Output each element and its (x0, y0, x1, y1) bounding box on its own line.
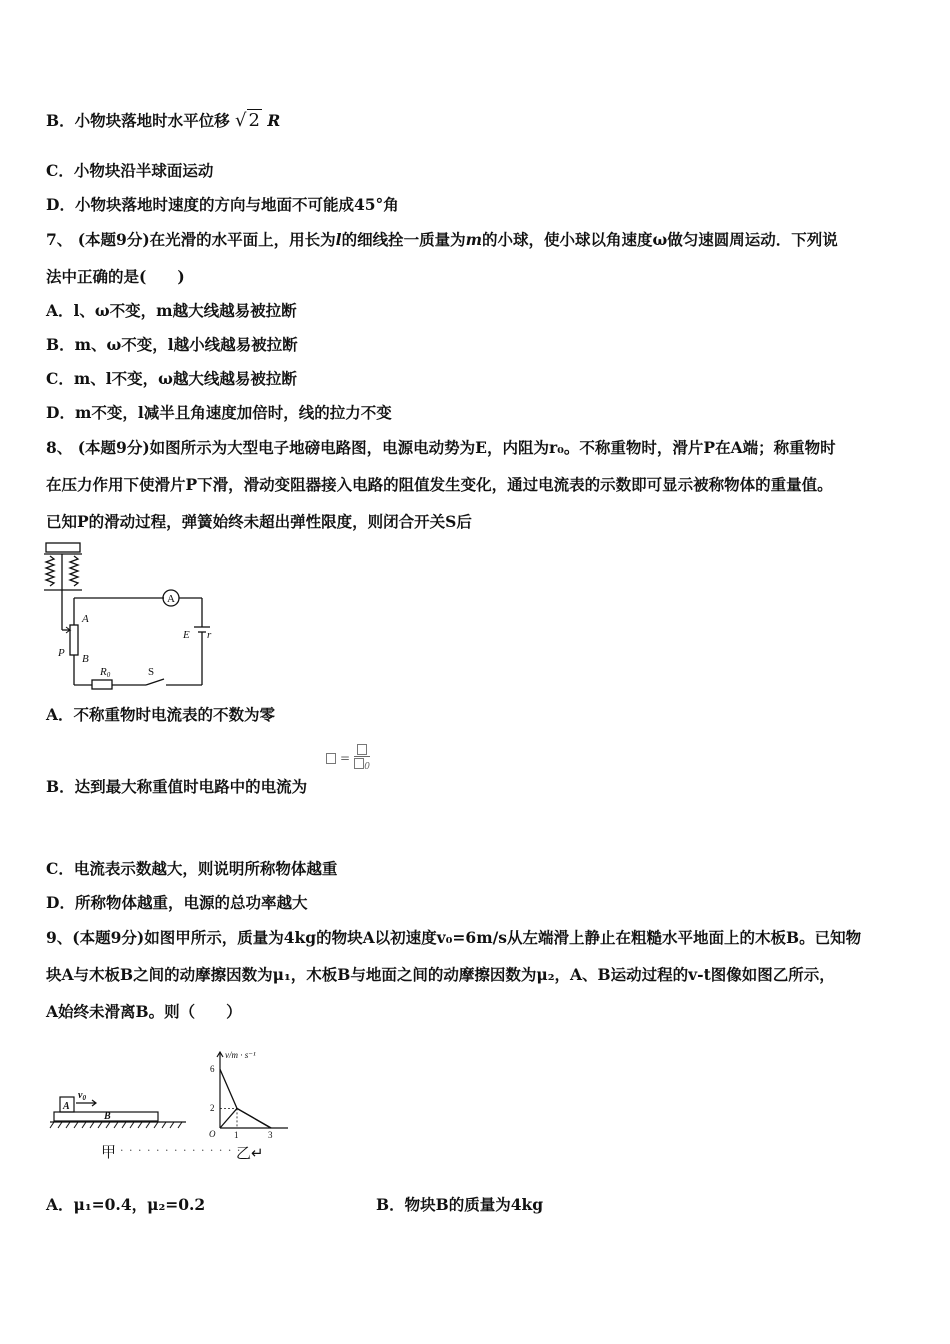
y-axis-label: v/m · s⁻¹ (225, 1050, 256, 1060)
resistor-r0 (92, 680, 112, 689)
block-a-label: A (63, 1101, 70, 1112)
r0-main: R (100, 666, 107, 678)
q9-stem-line1 (46, 927, 861, 949)
q7-option-c: C．m、l不变，ω越大线越易被拉断 (46, 369, 297, 388)
q8-score: (本题9分) (77, 438, 150, 457)
formula-placeholder-box (326, 753, 336, 764)
r0-sub: 0 (106, 671, 111, 679)
q9-stem-1: 如图甲所示，质量为4kg的物块A以初速度v₀=6m/s从左端滑上静止在粗糙水平地面上的木板B。已知物 (144, 928, 862, 947)
q6-option-b (46, 110, 280, 132)
q8-stem-1: 如图所示为大型电子地磅电路图，电源电动势为E，内阻为r₀。不称重物时，滑片P在A端；称重物时 (149, 438, 836, 457)
sqrt-symbol: √ 2 (235, 110, 260, 131)
formula-fraction (354, 744, 370, 772)
q7-var-l: l (335, 230, 342, 249)
q9-stem-line2: 块A与木板B之间的动摩擦因数为μ₁，木板B与地面之间的动摩擦因数为μ₂，A、B运动过程的v-t图像如图乙所示， (46, 965, 835, 984)
q7-option-b: B．m、ω不变，l越小线越易被拉断 (46, 335, 298, 354)
q7-stem-c: 的小球，使小球以角速度ω做匀速圆周运动．下列说 (481, 230, 838, 249)
q6-option-b-r: R (267, 111, 281, 130)
q8-option-d: D．所称物体越重，电源的总功率越大 (46, 893, 308, 912)
v0-label (78, 1090, 86, 1102)
spring-right (70, 556, 78, 586)
q7-stem-a: 在光滑的水平面上，用长为 (149, 230, 336, 249)
emf-e-label: E (183, 629, 190, 641)
q7-option-a: A．l、ω不变，m越大线越易被拉断 (46, 301, 297, 320)
r0-label (99, 666, 111, 679)
q7-number: 7、 (46, 230, 73, 249)
q6-option-b-text: B．小物块落地时水平位移 (46, 111, 230, 130)
q7-option-d: D．m不变，l减半且角速度加倍时，线的拉力不变 (46, 403, 392, 422)
formula-equals: = (340, 751, 351, 765)
q6-option-c: C．小物块沿半球面运动 (46, 161, 214, 180)
sqrt-value: 2 (248, 110, 260, 131)
internal-r-label: r (207, 629, 212, 641)
y-tick-6: 6 (210, 1064, 215, 1074)
vt-graph (198, 1048, 293, 1168)
figure-jia-label: 甲 (101, 1143, 117, 1161)
q7-stem-b: 的细线拴一质量为 (341, 230, 466, 249)
v0-main: v (78, 1090, 83, 1101)
x-tick-1: 1 (234, 1130, 239, 1140)
rheostat-end-b-label: B (82, 653, 89, 665)
q8-number: 8、 (46, 438, 73, 457)
q8-stem-line2: 在压力作用下使滑片P下滑，滑动变阻器接入电路的阻值发生变化，通过电流表的示数即可显示被称物体的重量值。 (46, 475, 833, 494)
formula-denominator (354, 758, 370, 772)
switch-s (146, 679, 164, 685)
q9-score: (本题9分) (72, 928, 145, 947)
q8-option-b: B．达到最大称重值时电路中的电流为 (46, 777, 308, 796)
q8-stem-line1 (46, 437, 836, 459)
switch-s-label: S (148, 666, 155, 678)
weighbridge-circuit-diagram (40, 540, 220, 695)
q7-score: (本题9分) (77, 230, 150, 249)
q9-number: 9、 (46, 928, 73, 947)
figure-yi-label: 乙↵ (236, 1144, 264, 1162)
q7-var-m: m (465, 230, 482, 249)
q8-option-a: A．不称重物时电流表的不数为零 (46, 705, 276, 724)
spring-left (46, 556, 54, 586)
slider-p-label: P (58, 647, 65, 659)
v0-sub: 0 (82, 1094, 86, 1102)
q9-option-b: B．物块B的质量为4kg (376, 1195, 544, 1214)
q9-option-a: A．μ₁=0.4，μ₂=0.2 (46, 1195, 206, 1214)
q8-stem-line3: 已知P的滑动过程，弹簧始终未超出弹性限度，则闭合开关S后 (46, 512, 472, 531)
rheostat-end-a-label: A (82, 613, 89, 625)
formula-numerator-box (357, 744, 367, 755)
ground-hatching (50, 1122, 182, 1128)
q8-option-c: C．电流表示数越大，则说明所称物体越重 (46, 859, 338, 878)
q7-stem-line1 (46, 229, 838, 251)
series-line-b (220, 1108, 271, 1128)
formula-fraction-bar (354, 756, 370, 757)
scale-platform (46, 543, 80, 552)
y-tick-2: 2 (210, 1103, 215, 1113)
q6-option-d: D．小物块落地时速度的方向与地面不可能成45°角 (46, 195, 399, 214)
formula-denominator-box (354, 758, 364, 769)
x-tick-3: 3 (268, 1130, 273, 1140)
board-b-label: B (104, 1111, 111, 1122)
rheostat (70, 625, 78, 655)
q7-stem-line2: 法中正确的是( ) (46, 267, 185, 286)
figure-caption-dots: · · · · · · · · · · · · · · (120, 1144, 242, 1157)
formula-denominator-sub: 0 (364, 762, 370, 772)
q8-formula (326, 744, 370, 772)
q9-stem-line3: A始终未滑离B。则（ ） (46, 1002, 242, 1021)
origin-label: O (209, 1129, 216, 1139)
ammeter-label: A (167, 593, 175, 605)
